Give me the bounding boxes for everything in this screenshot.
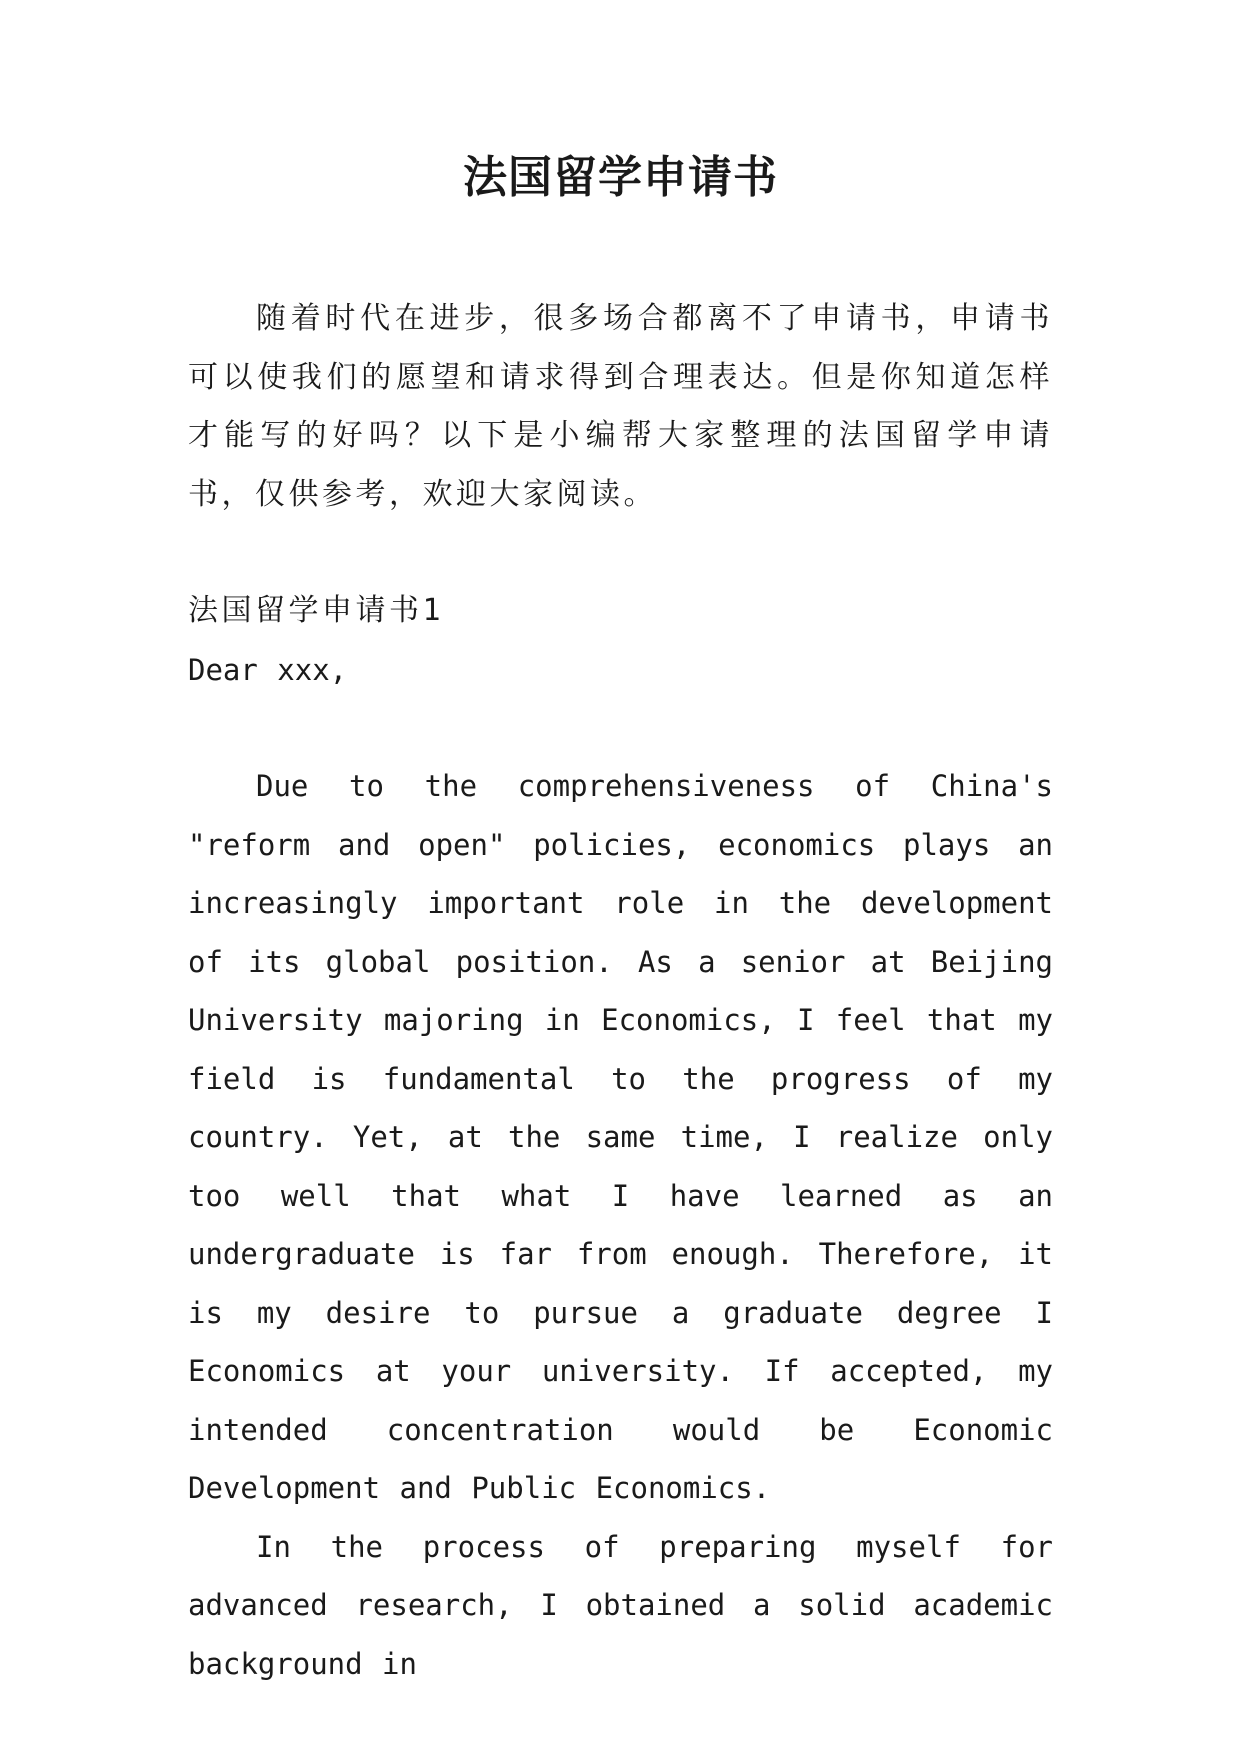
letter-paragraph-2: In the process of preparing myself for advanced research, I obtained a solid academic background in	[188, 1529, 1053, 1681]
intro-paragraph: 随着时代在进步，很多场合都离不了申请书，申请书可以使我们的愿望和请求得到合理表达。但是你知道怎样才能写的好吗？以下是小编帮大家整理的法国留学申请书，仅供参考，欢迎大家阅读。	[188, 301, 1053, 512]
salutation: Dear xxx,	[188, 652, 348, 687]
letter-paragraph-1: Due to the comprehensiveness of China's "reform and open" policies, economics plays an increasingly important role in the development of its global position. As a senior at Beijing University majoring in Economics, I feel that my field is fundamental to the progress of my country. Yet, at the same time, I realize only too well that what I have learned as an undergraduate is far from enough. Therefore, it is my desire to pursue a graduate degree I Economics at your university. If accepted, my intended concentration would be Economic Development and Public Economics.	[188, 769, 1053, 1505]
section-heading: 法国留学申请书1	[188, 593, 445, 628]
document-title: 法国留学申请书	[463, 152, 778, 203]
document-body	[188, 290, 1053, 1693]
